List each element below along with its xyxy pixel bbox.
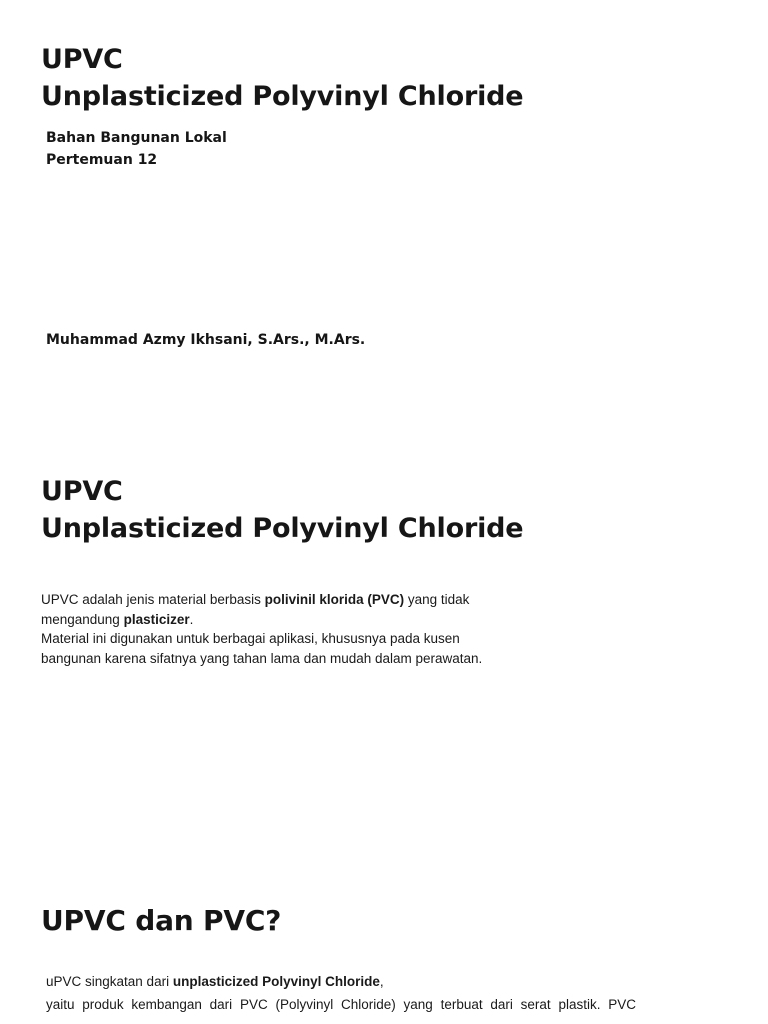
meeting-number: Pertemuan 12: [46, 152, 158, 168]
definition-paragraph-1: UPVC adalah jenis material berbasis polivinil klorida (PVC) yang tidak mengandung plasticizer.: [41, 592, 470, 627]
title-line-2: Unplasticized Polyvinyl Chloride: [41, 513, 524, 544]
slide-definition-heading: [41, 473, 523, 547]
slide-comparison-heading: UPVC dan PVC?: [41, 904, 282, 937]
title-line-1: UPVC: [41, 44, 123, 75]
comparison-line-2: yaitu produk kembangan dari PVC (Polyvinyl Chloride) yang terbuat dari serat plastik. PVC: [46, 997, 636, 1012]
title-line-2: Unplasticized Polyvinyl Chloride: [41, 81, 524, 112]
upvc-term: unplasticized Polyvinyl Chloride: [172, 974, 380, 989]
slide-title-heading: [41, 41, 523, 115]
slide-comparison: [0, 864, 768, 1024]
pvc-term: polivinil klorida (PVC): [264, 592, 405, 607]
comparison-body: [46, 970, 636, 1016]
author-name: Muhammad Azmy Ikhsani, S.Ars., M.Ars.: [46, 332, 366, 348]
definition-paragraph-2: Material ini digunakan untuk berbagai aplikasi, khususnya pada kusen bangunan karena sifatnya yang tahan lama dan mudah dalam perawatan.: [41, 631, 483, 666]
slide-definition: [0, 432, 768, 864]
comparison-line-1: uPVC singkatan dari unplasticized Polyvinyl Chloride,: [46, 974, 384, 989]
title-line-1: UPVC: [41, 476, 123, 507]
course-subtitle: [46, 127, 227, 171]
course-name: Bahan Bangunan Lokal: [46, 130, 227, 146]
plasticizer-term: plasticizer: [123, 611, 190, 627]
slide-title: [0, 0, 768, 432]
definition-body: [41, 590, 511, 668]
